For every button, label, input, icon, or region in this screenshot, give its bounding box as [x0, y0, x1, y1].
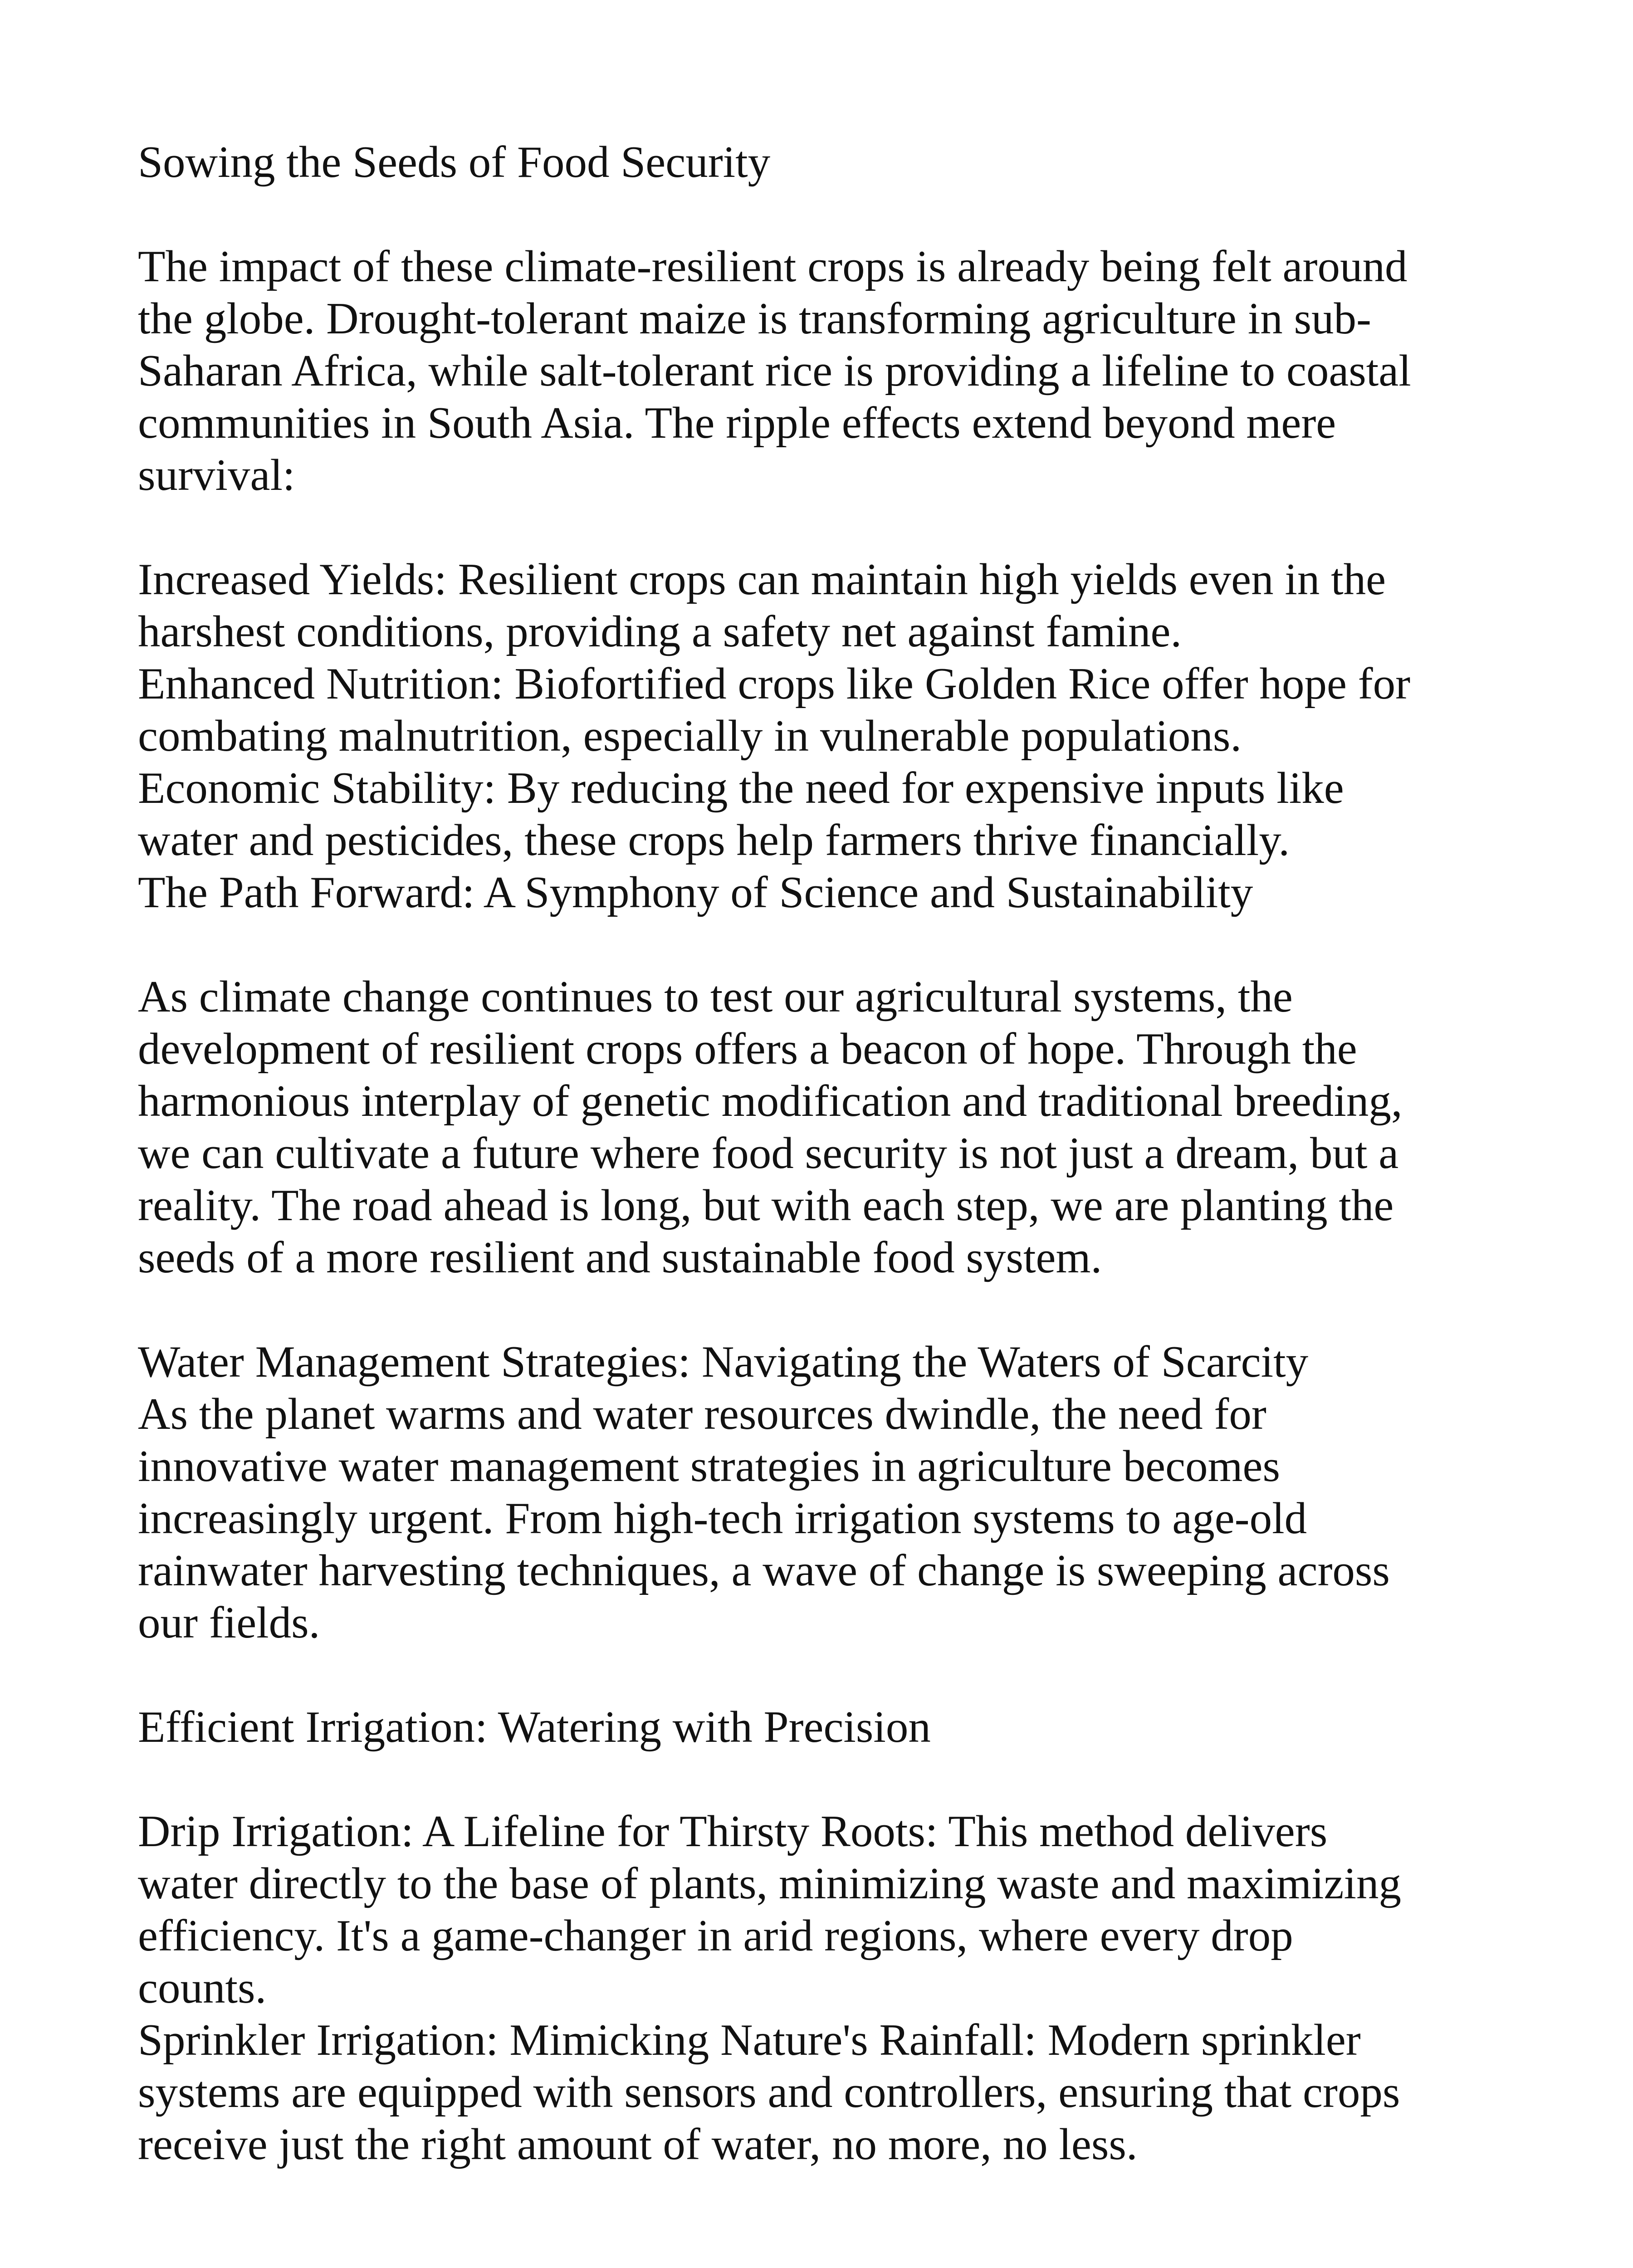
paragraph-gap: [138, 501, 1453, 553]
list-item-drip-irrigation: Drip Irrigation: A Lifeline for Thirsty Roots: This method delivers water directly to the base of plants, minimizing waste and maximizing efficiency. It's a game-changer in arid regions, where every drop counts.: [138, 1807, 1402, 2013]
paragraph-gap: [138, 919, 1453, 971]
paragraph-climate-change: As climate change continues to test our agricultural systems, the development of resilient crops offers a beacon of hope. Through the harmonious interplay of genetic modification and traditional breeding, we can cultivate a future where food security is not just a dream, but a reality. The road ahead is long, but with each step, we are planting the seeds of a more resilient and sustainable food system.: [138, 972, 1403, 1282]
list-item-enhanced-nutrition: Enhanced Nutrition: Biofortified crops like Golden Rice offer hope for combating malnutrition, especially in vulnerable populations.: [138, 659, 1411, 761]
section-heading-path-forward: The Path Forward: A Symphony of Science and Sustainability: [138, 868, 1253, 917]
section-heading-efficient-irrigation: Efficient Irrigation: Watering with Precision: [138, 1702, 931, 1752]
section-heading-water-management: Water Management Strategies: Navigating the Waters of Scarcity: [138, 1337, 1309, 1387]
paragraph-gap: [138, 1649, 1453, 1701]
paragraph-gap: [138, 1753, 1453, 1805]
list-item-sprinkler-irrigation: Sprinkler Irrigation: Mimicking Nature's Rainfall: Modern sprinkler systems are equipped with sensors and controllers, ensuring that crops receive just the right amount of water, no more, no less.: [138, 2015, 1400, 2169]
section-heading-food-security: Sowing the Seeds of Food Security: [138, 137, 771, 187]
paragraph-gap: [138, 1284, 1453, 1336]
paragraph-water-resources: As the planet warms and water resources dwindle, the need for innovative water management strategies in agriculture becomes increasingly urgent. From high-tech irrigation systems to age-old rainwater harvesting techniques, a wave of change is sweeping across our fields.: [138, 1389, 1390, 1647]
list-item-economic-stability: Economic Stability: By reducing the need for expensive inputs like water and pesticides, these crops help farmers thrive financially.: [138, 763, 1344, 865]
list-item-increased-yields: Increased Yields: Resilient crops can maintain high yields even in the harshest conditions, providing a safety net against famine.: [138, 555, 1386, 656]
paragraph-impact: The impact of these climate-resilient crops is already being felt around the globe. Drought-tolerant maize is transforming agriculture in sub- Saharan Africa, while salt-tolerant rice is providing a lifeline to coastal communities in South Asia. The ripple effects extend beyond mere survival:: [138, 242, 1411, 500]
page-body: [138, 136, 1453, 2170]
paragraph-gap: [138, 188, 1453, 240]
